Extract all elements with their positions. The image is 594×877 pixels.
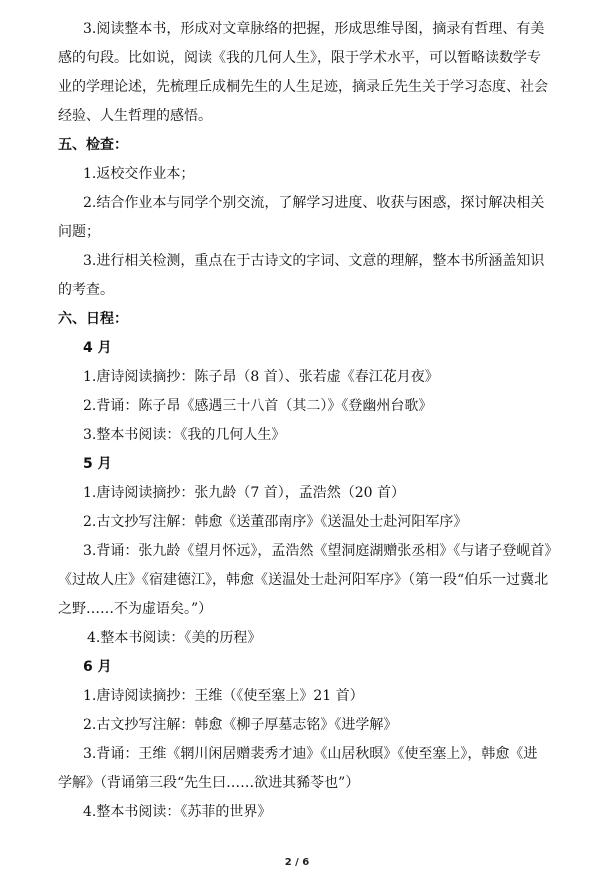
paragraph-line: 经验、人生哲理的感悟。 (58, 108, 212, 124)
schedule-item: 4.整本书阅读：《苏菲的世界》 (83, 804, 272, 820)
schedule-item: 《过故人庄》《宿建德江》，韩愈《送温处士赴河阳军序》（第一段“伯乐一过冀北 (58, 572, 549, 588)
check-item: 的考查。 (58, 282, 114, 298)
page-number: 2 / 6 (284, 857, 310, 868)
schedule-item: 2.背诵：陈子昂《感遇三十八首（其二）》《登幽州台歌》 (83, 398, 433, 414)
schedule-item: 1.唐诗阅读摘抄：王维（《使至塞上》21 首） (83, 688, 364, 704)
month-title-may: 5 月 (83, 456, 112, 472)
paragraph-line: 业的学理论述，先梳理丘成桐先生的人生足迹，摘录丘先生关于学习态度、社会 (58, 79, 548, 95)
paragraph-line: 感的句段。比如说，阅读《我的几何人生》，限于学术水平，可以暂略读数学专 (58, 50, 541, 66)
month-title-june: 6 月 (83, 659, 112, 675)
schedule-item: 3.整本书阅读：《我的几何人生》 (83, 427, 286, 443)
month-title-april: 4 月 (83, 340, 112, 356)
check-item: 1.返校交作业本； (83, 166, 195, 182)
schedule-item: 之野……不为虚语矣。”） (58, 601, 213, 617)
check-item: 问题； (58, 224, 100, 240)
schedule-item: 3.背诵：张九龄《望月怀远》，孟浩然《望洞庭湖赠张丞相》《与诸子登岘首》 (83, 543, 559, 559)
schedule-item: 2.古文抄写注解：韩愈《送董邵南序》《送温处士赴河阳军序》 (83, 514, 468, 530)
schedule-item: 2.古文抄写注解：韩愈《柳子厚墓志铭》《进学解》 (83, 717, 398, 733)
check-item: 3.进行相关检测，重点在于古诗文的字词、文意的理解，整本书所涵盖知识 (83, 253, 545, 269)
schedule-item: 3.背诵：王维《辋川闲居赠裴秀才迪》《山居秋暝》《使至塞上》，韩愈《进 (83, 746, 538, 762)
schedule-item: 学解》（背诵第三段“先生曰……欲进其豨苓也”） (58, 775, 360, 791)
schedule-item: 1.唐诗阅读摘抄：陈子昂（8 首）、张若虚《春江花月夜》 (83, 369, 439, 385)
section-heading-schedule: 六、日程： (58, 311, 128, 327)
section-heading-check: 五、检查： (58, 137, 128, 153)
schedule-item: 1.唐诗阅读摘抄：张九龄（7 首），孟浩然（20 首） (83, 485, 405, 501)
schedule-item: 4.整本书阅读：《美的历程》 (87, 630, 262, 646)
check-item: 2.结合作业本与同学个别交流，了解学习进度、收获与困惑，探讨解决相关 (83, 195, 545, 211)
paragraph-line: 3.阅读整本书，形成对文章脉络的把握，形成思维导图，摘录有哲理、有美 (83, 21, 545, 37)
